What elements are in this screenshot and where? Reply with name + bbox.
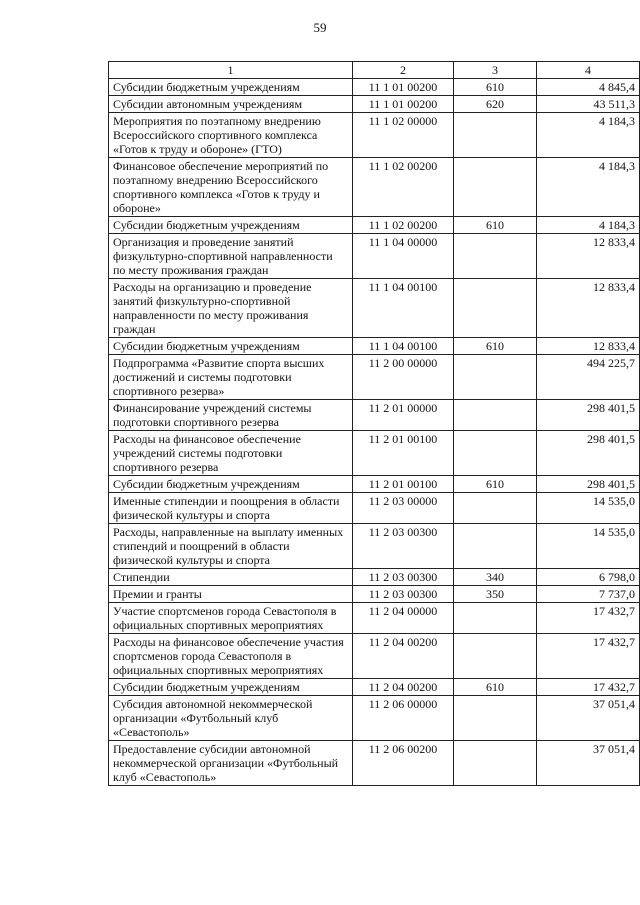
row-code-cell: 11 1 02 00000 [353,113,454,158]
table-row [109,586,640,603]
table-row [109,355,640,400]
row-expense-type-cell [454,524,537,569]
page-number: 59 [313,20,327,35]
row-expense-type-cell [454,603,537,634]
row-name-cell: Предоставление субсидии автономной некоммерческой организации «Футбольный клуб «Севастополь» [109,741,353,786]
row-amount-cell: 14 535,0 [537,493,640,524]
row-name-cell: Расходы, направленные на выплату именных стипендий и поощрений в области физической культуры и спорта [109,524,353,569]
row-amount-cell: 37 051,4 [537,741,640,786]
table-row [109,476,640,493]
table-row [109,217,640,234]
row-expense-type-cell: 610 [454,217,537,234]
row-amount-cell: 4 184,3 [537,158,640,217]
table-row [109,741,640,786]
row-code-cell: 11 2 06 00200 [353,741,454,786]
row-expense-type-cell [454,696,537,741]
row-code-cell: 11 1 04 00100 [353,338,454,355]
row-name-cell: Субсидии бюджетным учреждениям [109,679,353,696]
row-amount-cell: 14 535,0 [537,524,640,569]
row-amount-cell: 494 225,7 [537,355,640,400]
row-code-cell: 11 1 02 00200 [353,158,454,217]
row-name-cell: Именные стипендии и поощрения в области физической культуры и спорта [109,493,353,524]
row-code-cell: 11 2 04 00200 [353,634,454,679]
row-code-cell: 11 2 01 00100 [353,431,454,476]
row-name-cell: Субсидии автономным учреждениям [109,96,353,113]
row-amount-cell: 4 845,4 [537,79,640,96]
row-code-cell: 11 2 01 00000 [353,400,454,431]
row-expense-type-cell: 340 [454,569,537,586]
row-code-cell: 11 1 04 00100 [353,279,454,338]
row-expense-type-cell: 350 [454,586,537,603]
row-name-cell: Субсидии бюджетным учреждениям [109,476,353,493]
row-name-cell: Субсидия автономной некоммерческой организации «Футбольный клуб «Севастополь» [109,696,353,741]
row-name-cell: Финансовое обеспечение мероприятий по поэтапному внедрению Всероссийского спортивного комплекса «Готов к труду и обороне» [109,158,353,217]
row-amount-cell: 7 737,0 [537,586,640,603]
row-code-cell: 11 2 04 00000 [353,603,454,634]
table-body [109,79,640,786]
table-row [109,338,640,355]
table-row [109,493,640,524]
row-expense-type-cell [454,431,537,476]
row-amount-cell: 6 798,0 [537,569,640,586]
row-code-cell: 11 1 01 00200 [353,79,454,96]
table-row [109,96,640,113]
row-amount-cell: 12 833,4 [537,338,640,355]
row-name-cell: Расходы на организацию и проведение занятий физкультурно-спортивной направленности по месту проживания граждан [109,279,353,338]
row-expense-type-cell: 620 [454,96,537,113]
row-amount-cell: 43 511,3 [537,96,640,113]
row-name-cell: Расходы на финансовое обеспечение участия спортсменов города Севастополя в официальных спортивных мероприятиях [109,634,353,679]
table-row [109,79,640,96]
row-expense-type-cell: 610 [454,338,537,355]
row-name-cell: Финансирование учреждений системы подготовки спортивного резерва [109,400,353,431]
column-header-code: 2 [353,62,454,79]
row-expense-type-cell [454,355,537,400]
row-expense-type-cell [454,400,537,431]
row-expense-type-cell [454,634,537,679]
row-expense-type-cell [454,493,537,524]
row-name-cell: Расходы на финансовое обеспечение учреждений системы подготовки спортивного резерва [109,431,353,476]
table-header-row [109,62,640,79]
row-amount-cell: 298 401,5 [537,476,640,493]
row-name-cell: Субсидии бюджетным учреждениям [109,338,353,355]
row-expense-type-cell: 610 [454,476,537,493]
column-header-name: 1 [109,62,353,79]
row-amount-cell: 37 051,4 [537,696,640,741]
table-row [109,400,640,431]
table-row [109,696,640,741]
row-code-cell: 11 1 02 00200 [353,217,454,234]
table-row [109,603,640,634]
row-expense-type-cell [454,279,537,338]
row-code-cell: 11 2 01 00100 [353,476,454,493]
row-code-cell: 11 2 03 00000 [353,493,454,524]
row-code-cell: 11 1 04 00000 [353,234,454,279]
row-amount-cell: 4 184,3 [537,217,640,234]
table-row [109,431,640,476]
row-expense-type-cell [454,234,537,279]
row-expense-type-cell [454,741,537,786]
row-code-cell: 11 2 03 00300 [353,586,454,603]
row-expense-type-cell [454,113,537,158]
row-amount-cell: 17 432,7 [537,634,640,679]
row-name-cell: Стипендии [109,569,353,586]
row-amount-cell: 17 432,7 [537,603,640,634]
row-name-cell: Премии и гранты [109,586,353,603]
table-row [109,634,640,679]
row-code-cell: 11 2 03 00300 [353,569,454,586]
table-row [109,569,640,586]
row-code-cell: 11 2 00 00000 [353,355,454,400]
budget-table [108,61,640,786]
row-amount-cell: 12 833,4 [537,279,640,338]
table-row [109,524,640,569]
row-amount-cell: 17 432,7 [537,679,640,696]
row-code-cell: 11 1 01 00200 [353,96,454,113]
row-name-cell: Мероприятия по поэтапному внедрению Всероссийского спортивного комплекса «Готов к труду и обороне» (ГТО) [109,113,353,158]
row-code-cell: 11 2 03 00300 [353,524,454,569]
table-row [109,679,640,696]
row-code-cell: 11 2 06 00000 [353,696,454,741]
row-name-cell: Субсидии бюджетным учреждениям [109,79,353,96]
row-code-cell: 11 2 04 00200 [353,679,454,696]
row-expense-type-cell: 610 [454,79,537,96]
table-row [109,234,640,279]
row-name-cell: Участие спортсменов города Севастополя в официальных спортивных мероприятиях [109,603,353,634]
table-row [109,158,640,217]
row-amount-cell: 298 401,5 [537,400,640,431]
row-expense-type-cell [454,158,537,217]
table-row [109,279,640,338]
row-name-cell: Подпрограмма «Развитие спорта высших достижений и системы подготовки спортивного резерва» [109,355,353,400]
row-name-cell: Организация и проведение занятий физкультурно-спортивной направленности по месту проживания граждан [109,234,353,279]
row-amount-cell: 4 184,3 [537,113,640,158]
column-header-expense-type: 3 [454,62,537,79]
table-row [109,113,640,158]
column-header-amount: 4 [537,62,640,79]
row-amount-cell: 12 833,4 [537,234,640,279]
row-expense-type-cell: 610 [454,679,537,696]
row-amount-cell: 298 401,5 [537,431,640,476]
row-name-cell: Субсидии бюджетным учреждениям [109,217,353,234]
